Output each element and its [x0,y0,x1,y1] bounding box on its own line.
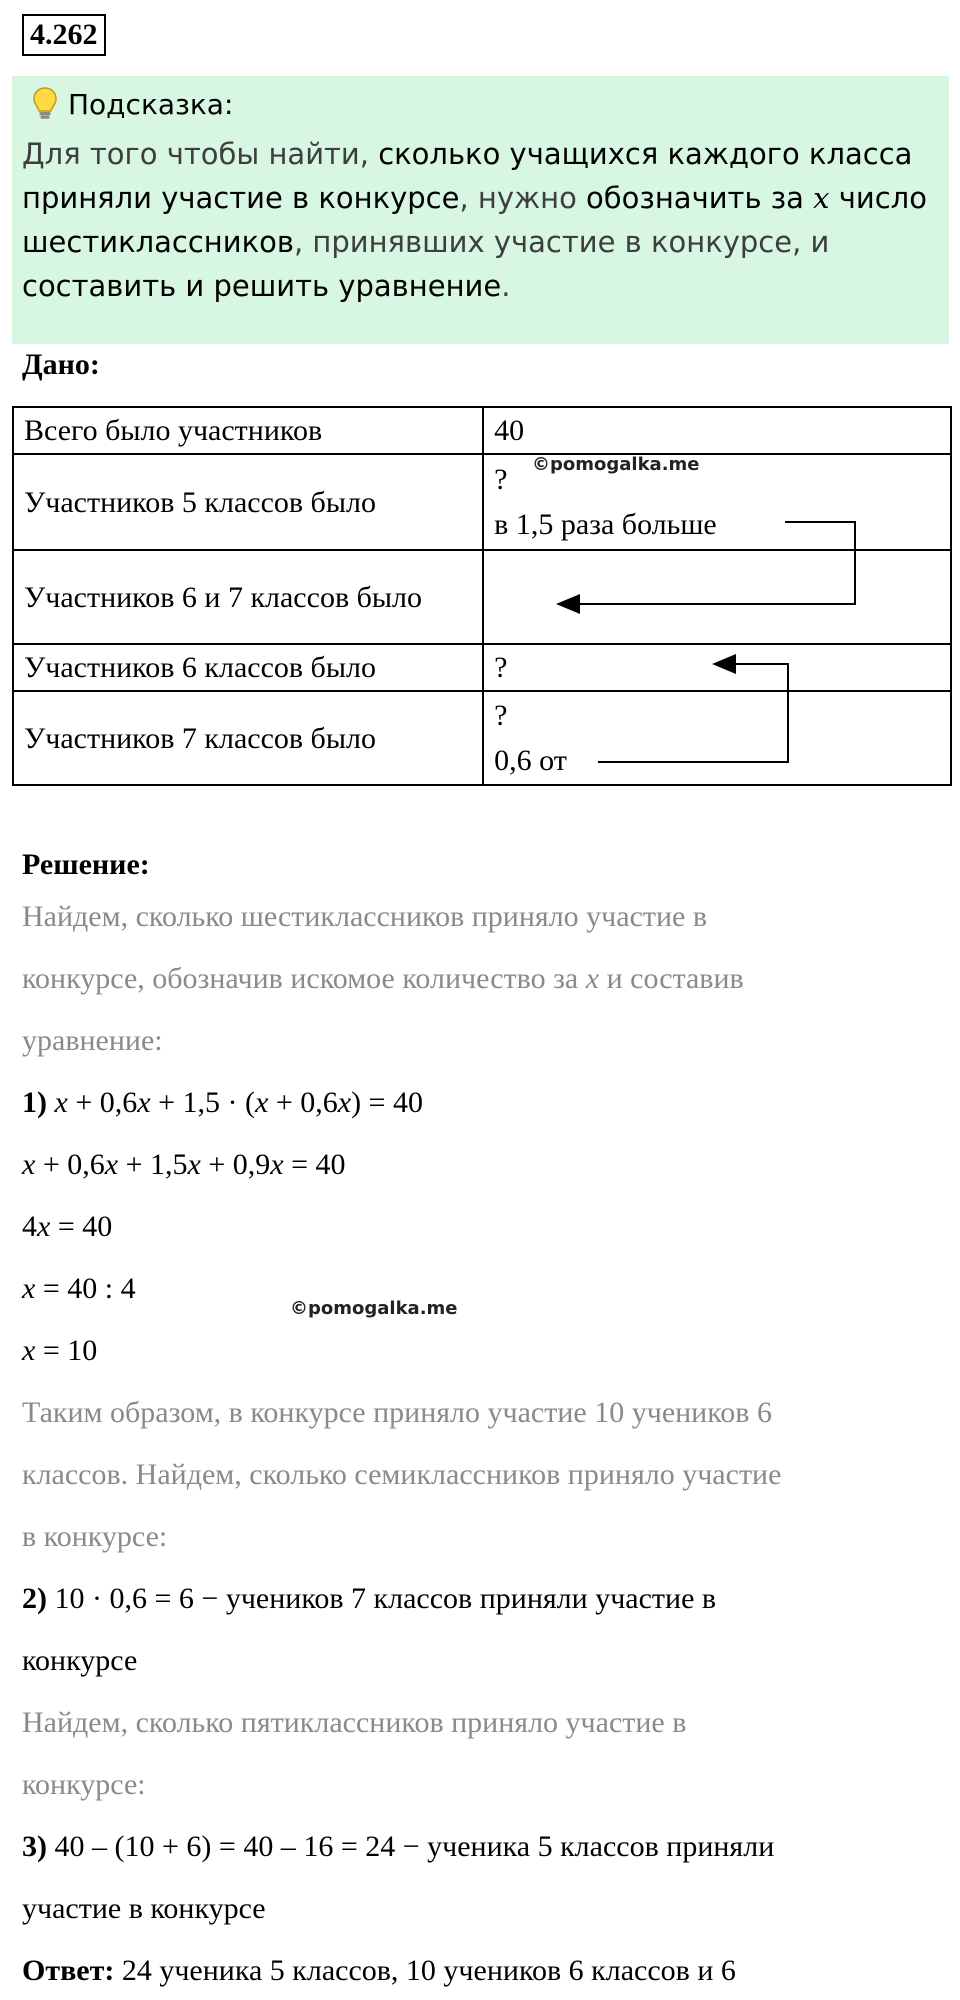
solution-line [22,1334,942,1368]
solution-line [22,900,942,934]
solution-text: 4x = 40 [22,1210,113,1243]
solution-line [22,1148,942,1182]
solution-text: классов. Найдем, сколько семиклассников приняло участие [22,1458,782,1491]
solution-line [22,962,942,996]
solution-text: уравнение: [22,1024,163,1057]
solution-text: 10 · 0,6 = 6 − учеников 7 классов приняли участие в [47,1582,717,1615]
hint-variable: x [813,181,830,215]
hint-title: Подсказка: [68,87,234,121]
step-label: Ответ: [22,1954,115,1987]
solution-text: x + 0,6x + 1,5 · (x + 0,6x) = 40 [54,1086,423,1119]
solution-text: Найдем, сколько шестиклассников приняло участие в [22,900,708,933]
solution-line [22,1954,942,1988]
solution-line [22,1396,942,1430]
hint-emphasis: составить и решить уравнение [22,269,502,303]
solution-line [22,1272,942,1306]
solution-text: в конкурсе: [22,1520,168,1553]
hint-fragment: , нужно [459,181,587,215]
relation-arrows [0,0,960,800]
solution-line [22,1458,942,1492]
solution-text: конкурсе, обозначив искомое количество за x и составив [22,962,744,995]
solution-line [22,1706,942,1740]
arrow-5-to-67 [560,522,855,604]
given-label: Участников 7 классов было [13,691,483,785]
solution-text: x = 10 [22,1334,98,1367]
solution-line [22,1830,942,1864]
step-label: 1) [22,1086,47,1119]
solution-line [22,1210,942,1244]
given-label: Участников 6 и 7 классов было [13,550,483,644]
solution-line [22,1520,942,1554]
solution-line [22,1892,942,1926]
given-label: Участников 6 классов было [13,644,483,691]
given-label: Участников 5 классов было [13,454,483,550]
solution-text: Таким образом, в конкурсе приняло участие 10 учеников 6 [22,1396,772,1429]
given-value: 40 [483,407,951,454]
hint-fragment: , [359,137,379,171]
given-label: Всего было участников [13,407,483,454]
solution-text: Найдем, сколько пятиклассников приняло участие в [22,1706,687,1739]
solution-line [22,1582,942,1616]
solution-line [22,1644,942,1678]
given-value-line: в 1,5 раза больше [494,508,717,541]
solution-text: x + 0,6x + 1,5x + 0,9x = 40 [22,1148,346,1181]
solution-line [22,1024,942,1058]
watermark: ©pomogalka.me [532,454,700,475]
given-value-line: ? [494,463,508,496]
hint-fragment: , принявших участие в конкурсе, и [293,225,830,259]
hint-emphasis: число шестиклассников [22,181,927,259]
step-label: 2) [22,1582,47,1615]
hint-fragment: Для того чтобы найти [22,137,360,171]
given-value-line: 0,6 от [494,744,567,777]
hint-emphasis: обозначить за [586,181,814,215]
solution-text: конкурсе: [22,1768,146,1801]
solution-title: Решение: [22,848,150,881]
solution-text: конкурсе [22,1644,138,1677]
solution-line [22,1086,942,1120]
solution-text: участие в конкурсе [22,1892,266,1925]
given-title: Дано: [22,348,100,381]
arrow-7-to-6 [598,664,788,762]
solution-text: x = 40 : 4 [22,1272,136,1305]
solution-line [22,1768,942,1802]
solution-text: 40 – (10 + 6) = 40 – 16 = 24 − ученика 5 классов приняли [47,1830,775,1863]
hint-fragment: . [501,269,511,303]
step-label: 3) [22,1830,47,1863]
hint-emphasis: сколько учащихся каждого класса приняли участие в конкурсе [22,137,913,215]
watermark: ©pomogalka.me [290,1298,458,1319]
given-value: ? [483,644,951,691]
given-value-line: ? [494,699,508,732]
solution-text: 24 ученика 5 классов, 10 учеников 6 классов и 6 [114,1954,736,1987]
task-number: 4.262 [22,14,106,56]
